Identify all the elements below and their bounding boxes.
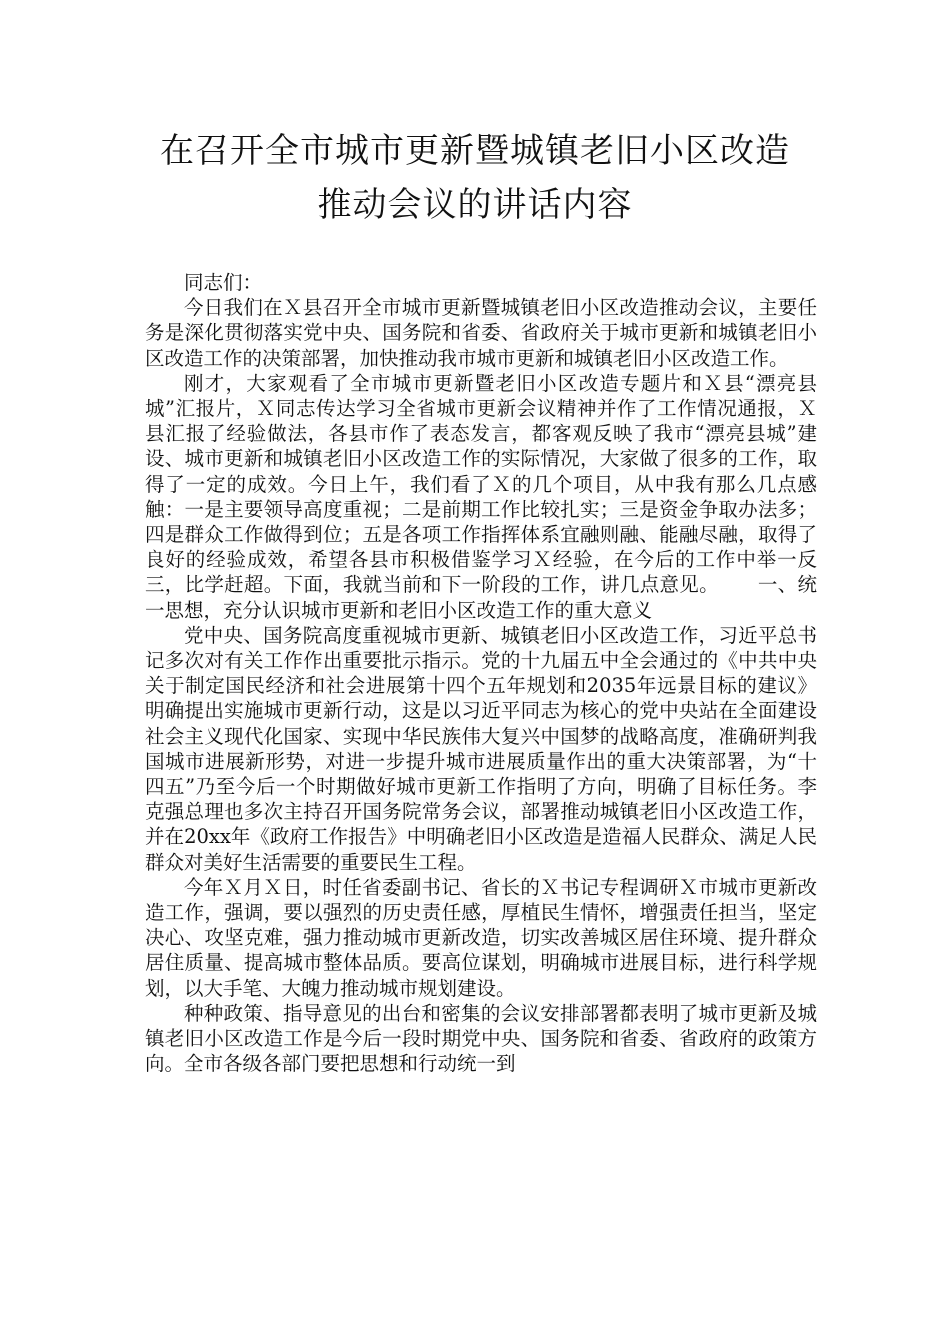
- title-line-2: 推动会议的讲话内容: [317, 185, 633, 225]
- paragraph-policy-direction: 种种政策、指导意见的出台和密集的会议安排部署都表明了城市更新及城镇老旧小区改造工作是今后一段时期党中央、国务院和省委、省政府的政策方向。全市各级各部门要把思想和行动统一到: [145, 1001, 817, 1076]
- salutation: 同志们：: [184, 271, 263, 294]
- document-body: [145, 270, 817, 1077]
- title-line-1: 在召开全市城市更新暨城镇老旧小区改造: [160, 131, 790, 171]
- paragraph-review: [145, 371, 817, 623]
- paragraph-provincial-survey: 今年Ｘ月Ｘ日，时任省委副书记、省长的Ｘ书记专程调研Ｘ市城市更新改造工作，强调，要以强烈的历史责任感，厚植民生情怀，增强责任担当，坚定决心、攻坚克难，强力推动城市更新改造，切实改善城区居住环境、提升群众居住质量、提高城市整体品质。要高位谋划，明确城市进展目标，进行科学规划，以大手笔、大魄力推动城市规划建设。: [145, 875, 817, 1000]
- document-title: [120, 124, 830, 232]
- paragraph-central-policy: 党中央、国务院高度重视城市更新、城镇老旧小区改造工作，习近平总书记多次对有关工作作出重要批示指示。党的十九届五中全会通过的《中共中央关于制定国民经济和社会进展第十四个五年规划和2035年远景目标的建议》明确提出实施城市更新行动，这是以习近平同志为核心的党中央站在全面建设社会主义现代化国家、实现中华民族伟大复兴中国梦的战略高度，准确研判我国城市进展新形势，对进一步提升城市进展质量作出的重大决策部署，为“十四五”乃至今后一个时期做好城市更新工作指明了方向，明确了目标任务。李克强总理也多次主持召开国务院常务会议，部署推动城镇老旧小区改造工作，并在20xx年《政府工作报告》中明确老旧小区改造是造福人民群众、满足人民群众对美好生活需要的重要民生工程。: [145, 623, 817, 874]
- paragraph-review-text: 刚才，大家观看了全市城市更新暨老旧小区改造专题片和Ｘ县“漂亮县城”汇报片，Ｘ同志传达学习全省城市更新会议精神并作了工作情况通报，Ｘ县汇报了经验做法，各县市作了表态发言，都客观反映了我市“漂亮县城”建设、城市更新和城镇老旧小区改造工作的实际情况，大家做了很多的工作，取得了一定的成效。今日上午，我们看了Ｘ的几个项目，从中我有那么几点感触：一是主要领导高度重视；二是前期工作比较扎实；三是资金争取办法多；四是群众工作做得到位；五是各项工作指挥体系宜融则融、能融尽融，取得了良好的经验成效，希望各县市积极借鉴学习Ｘ经验，在今后的工作中举一反三，比学赶超。下面，我就当前和下一阶段的工作，讲几点意见。: [145, 371, 817, 597]
- section-heading-1: 一、统一思想，充分认识城市更新和老旧小区改造工作的重大意义: [145, 573, 817, 622]
- paragraph-opening: 今日我们在Ｘ县召开全市城市更新暨城镇老旧小区改造推动会议，主要任务是深化贯彻落实党中央、国务院和省委、省政府关于城市更新和城镇老旧小区改造工作的决策部署，加快推动我市城市更新和城镇老旧小区改造工作。: [145, 296, 817, 370]
